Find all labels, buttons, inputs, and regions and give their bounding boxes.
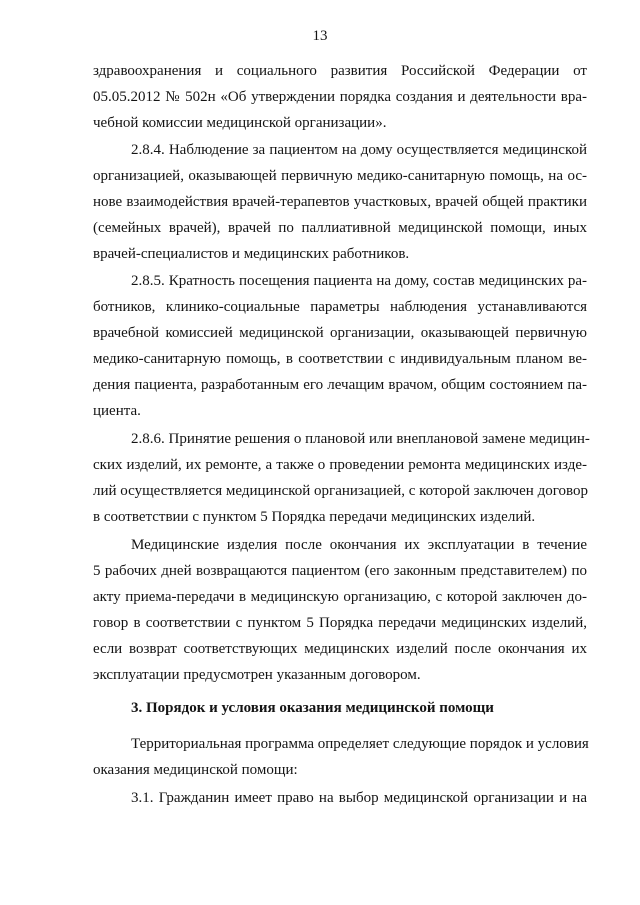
paragraph-first-line: 3.1. Гражданин имеет право на выбор медицинской организации и на xyxy=(131,790,587,806)
text-line: 05.05.2012 № 502н «Об утверждении порядка создания и деятельности вра- xyxy=(93,89,587,105)
text-line: нове взаимодействия врачей-терапевтов участковых, врачей общей практики xyxy=(93,194,587,210)
paragraph-first-line: 2.8.6. Принятие решения о плановой или внеплановой замене медицин- xyxy=(131,431,590,447)
paragraph-first-line: 2.8.4. Наблюдение за пациентом на дому осуществляется медицинской xyxy=(131,142,587,158)
text-line: оказания медицинской помощи: xyxy=(93,762,298,778)
text-line: дения пациента, разработанным его лечащим врачом, общим состоянием па- xyxy=(93,377,587,393)
text-line: (семейных врачей), врачей по паллиативной медицинской помощи, иных xyxy=(93,220,587,236)
text-line: врачей-специалистов и медицинских работников. xyxy=(93,246,410,262)
paragraph-first-line: Территориальная программа определяет следующие порядок и условия xyxy=(131,736,589,752)
text-line: чебной комиссии медицинской организации». xyxy=(93,115,387,131)
text-line: акту приема-передачи в медицинскую организацию, с которой заключен до- xyxy=(93,589,587,605)
text-line: 5 рабочих дней возвращаются пациентом (его законным представителем) по xyxy=(93,563,587,579)
text-line: в соответствии с пунктом 5 Порядка передачи медицинских изделий. xyxy=(93,509,536,525)
paragraph-first-line: 2.8.5. Кратность посещения пациента на дому, состав медицинских ра- xyxy=(131,273,587,289)
text-line: ботников, клинико-социальные параметры наблюдения устанавливаются xyxy=(93,299,587,315)
page-number: 13 xyxy=(312,28,328,44)
section-heading: 3. Порядок и условия оказания медицинской помощи xyxy=(131,700,494,716)
text-line: здравоохранения и социального развития Российской Федерации от xyxy=(93,63,587,79)
text-line: говор в соответствии с пунктом 5 Порядка передачи медицинских изделий, xyxy=(93,615,587,631)
paragraph-first-line: Медицинские изделия после окончания их эксплуатации в течение xyxy=(131,537,587,553)
text-line: медико-санитарную помощь, в соответствии с индивидуальным планом ве- xyxy=(93,351,587,367)
text-line: циента. xyxy=(93,403,141,419)
text-line: ских изделий, их ремонте, а также о проведении ремонта медицинских изде- xyxy=(93,457,587,473)
text-line: организацией, оказывающей первичную медико-санитарную помощь, на ос- xyxy=(93,168,587,184)
text-line: если возврат соответствующих медицинских изделий после окончания их xyxy=(93,641,587,657)
text-line: врачебной комиссией медицинской организации, оказывающей первичную xyxy=(93,325,587,341)
text-line: эксплуатации предусмотрен указанным договором. xyxy=(93,667,421,683)
text-line: лий осуществляется медицинской организацией, с которой заключен договор xyxy=(93,483,588,499)
